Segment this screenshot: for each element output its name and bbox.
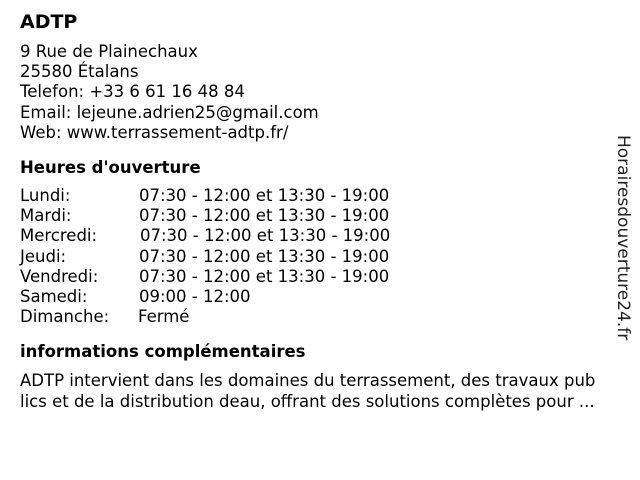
hours-row-friday (20, 267, 620, 287)
address-street: 9 Rue de Plainechaux (20, 42, 198, 61)
hours-row-tuesday (20, 206, 620, 226)
email-line: Email: lejeune.adrien25@gmail.com (20, 102, 319, 122)
info-title: informations complémentaires (20, 342, 306, 362)
info-description (20, 370, 627, 412)
business-listing (20, 10, 620, 412)
hours-time-value: 07:30 - 12:00 et 13:30 - 19:00 (139, 186, 390, 206)
hours-time-value: 07:30 - 12:00 et 13:30 - 19:00 (139, 206, 390, 226)
web-line: Web: www.terrassement-adtp.fr/ (20, 122, 289, 142)
hours-row-thursday (20, 247, 620, 267)
hours-day-label: Mercredi: (20, 226, 98, 246)
hours-row-monday (20, 186, 620, 206)
hours-row-sunday (20, 307, 620, 327)
site-watermark: Horairesdouverture24.fr (613, 135, 633, 341)
hours-day-label: Vendredi: (20, 266, 99, 286)
hours-table (20, 186, 620, 327)
hours-time-value: 07:30 - 12:00 et 13:30 - 19:00 (139, 266, 390, 286)
hours-day-label: Lundi: (20, 186, 71, 206)
phone-line: Telefon: +33 6 61 16 48 84 (20, 82, 245, 102)
hours-time-value: 09:00 - 12:00 (139, 286, 251, 306)
hours-row-wednesday (20, 226, 620, 246)
hours-day-label: Jeudi: (20, 246, 67, 266)
address-city: 25580 Étalans (20, 62, 139, 82)
hours-time-value: Fermé (138, 307, 190, 327)
hours-title: Heures d'ouverture (20, 158, 201, 178)
hours-row-saturday (20, 287, 620, 307)
info-description-line: ADTP intervient dans les domaines du terrassement, des travaux pub (20, 371, 596, 391)
hours-day-label: Mardi: (20, 206, 72, 226)
hours-time-value: 07:30 - 12:00 et 13:30 - 19:00 (139, 246, 390, 266)
hours-time-value: 07:30 - 12:00 et 13:30 - 19:00 (140, 226, 391, 246)
hours-day-label: Samedi: (20, 286, 88, 306)
business-name: ADTP (20, 11, 78, 33)
info-description-line: lics et de la distribution deau, offrant des solutions complètes pour ... (20, 392, 595, 412)
hours-day-label: Dimanche: (20, 307, 110, 327)
